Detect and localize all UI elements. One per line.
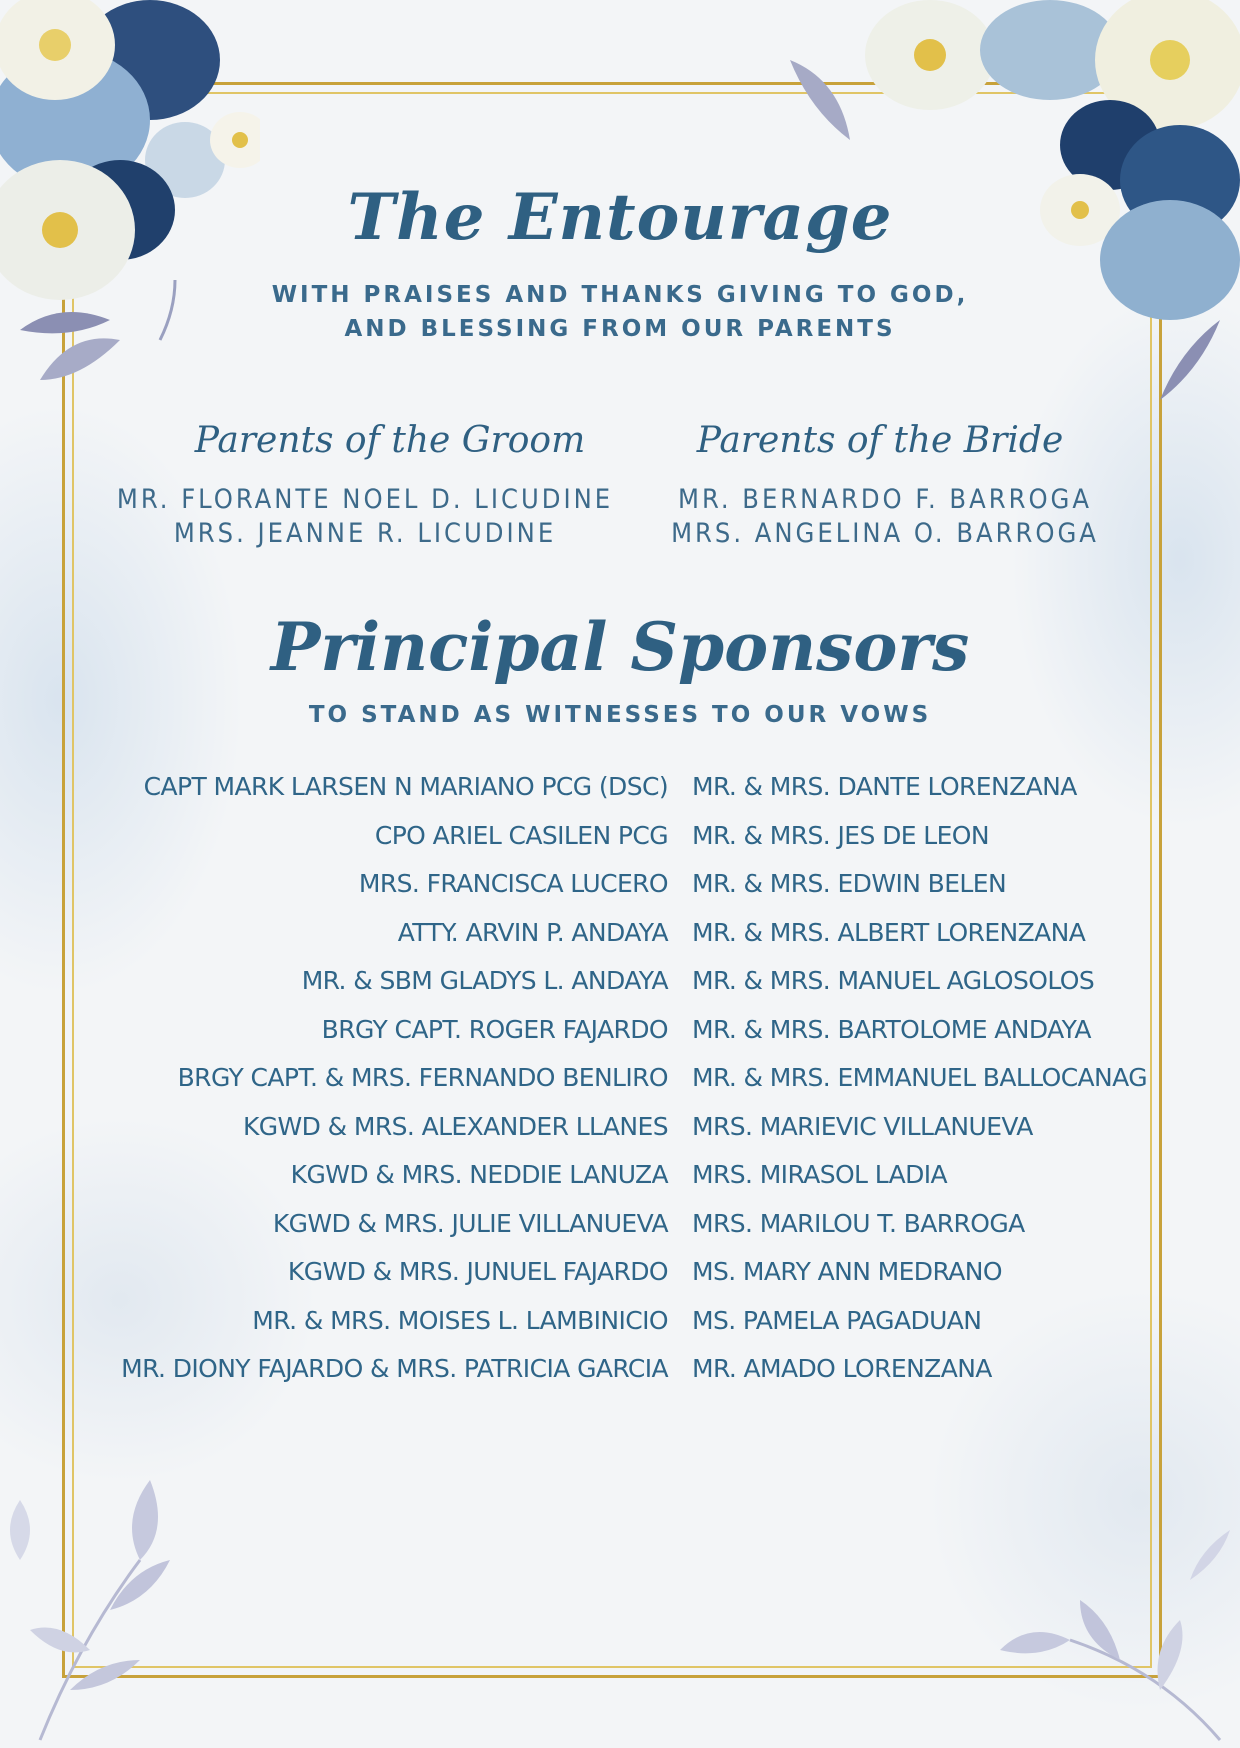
leaves-bottom-right-icon (960, 1520, 1240, 1748)
sponsor-right: MR. & MRS. BARTOLOME ANDAYA (692, 1015, 1091, 1044)
header-subtitle-line2: AND BLESSING FROM OUR PARENTS (344, 316, 896, 342)
sponsor-left: MR. DIONY FAJARDO & MRS. PATRICIA GARCIA (121, 1354, 668, 1383)
sponsor-right: MR. & MRS. EDWIN BELEN (692, 869, 1007, 898)
sponsor-left: ATTY. ARVIN P. ANDAYA (397, 918, 668, 947)
sponsor-right: MR. & MRS. DANTE LORENZANA (692, 772, 1077, 801)
header-subtitle-line1: WITH PRAISES AND THANKS GIVING TO GOD, (271, 282, 969, 308)
sponsor-right: MR. & MRS. MANUEL AGLOSOLOS (692, 966, 1095, 995)
sponsors-title: Principal Sponsors (270, 608, 970, 686)
sponsor-left: KGWD & MRS. ALEXANDER LLANES (242, 1112, 668, 1141)
sponsor-right: MR. & MRS. ALBERT LORENZANA (692, 918, 1086, 947)
sponsors-subtitle: TO STAND AS WITNESSES TO OUR VOWS (308, 702, 932, 728)
sponsor-right: MR. & MRS. JES DE LEON (692, 821, 989, 850)
sponsor-left: BRGY CAPT. ROGER FAJARDO (321, 1015, 668, 1044)
sponsor-left: KGWD & MRS. NEDDIE LANUZA (290, 1160, 668, 1189)
sponsor-left: BRGY CAPT. & MRS. FERNANDO BENLIRO (177, 1063, 668, 1092)
sponsor-right: MR. AMADO LORENZANA (692, 1354, 992, 1383)
groom-parent-name: MR. FLORANTE NOEL D. LICUDINE (116, 484, 614, 515)
sponsor-right: MS. PAMELA PAGADUAN (692, 1306, 982, 1335)
sponsor-left: CPO ARIEL CASILEN PCG (374, 821, 668, 850)
sponsor-left: MR. & MRS. MOISES L. LAMBINICIO (252, 1306, 668, 1335)
sponsor-right: MRS. MIRASOL LADIA (692, 1160, 948, 1189)
groom-parents-heading: Parents of the Groom (194, 420, 586, 461)
bride-parent-name: MR. BERNARDO F. BARROGA (677, 484, 1092, 515)
sponsor-left: KGWD & MRS. JULIE VILLANUEVA (272, 1209, 668, 1238)
sponsor-left: MR. & SBM GLADYS L. ANDAYA (301, 966, 668, 995)
sponsor-right: MS. MARY ANN MEDRANO (692, 1257, 1002, 1286)
sponsor-right: MR. & MRS. EMMANUEL BALLOCANAG (692, 1063, 1147, 1092)
page-title: The Entourage (347, 180, 893, 255)
bride-parent-name: MRS. ANGELINA O. BARROGA (671, 518, 1099, 549)
sponsor-right: MRS. MARIEVIC VILLANUEVA (692, 1112, 1033, 1141)
leaves-bottom-left-icon (0, 1440, 220, 1748)
sponsor-right: MRS. MARILOU T. BARROGA (692, 1209, 1025, 1238)
sponsor-left: MRS. FRANCISCA LUCERO (358, 869, 668, 898)
sponsor-left: KGWD & MRS. JUNUEL FAJARDO (287, 1257, 668, 1286)
sponsor-left: CAPT MARK LARSEN N MARIANO PCG (DSC) (143, 772, 668, 801)
groom-parent-name: MRS. JEANNE R. LICUDINE (173, 518, 557, 549)
bride-parents-heading: Parents of the Bride (696, 420, 1064, 461)
